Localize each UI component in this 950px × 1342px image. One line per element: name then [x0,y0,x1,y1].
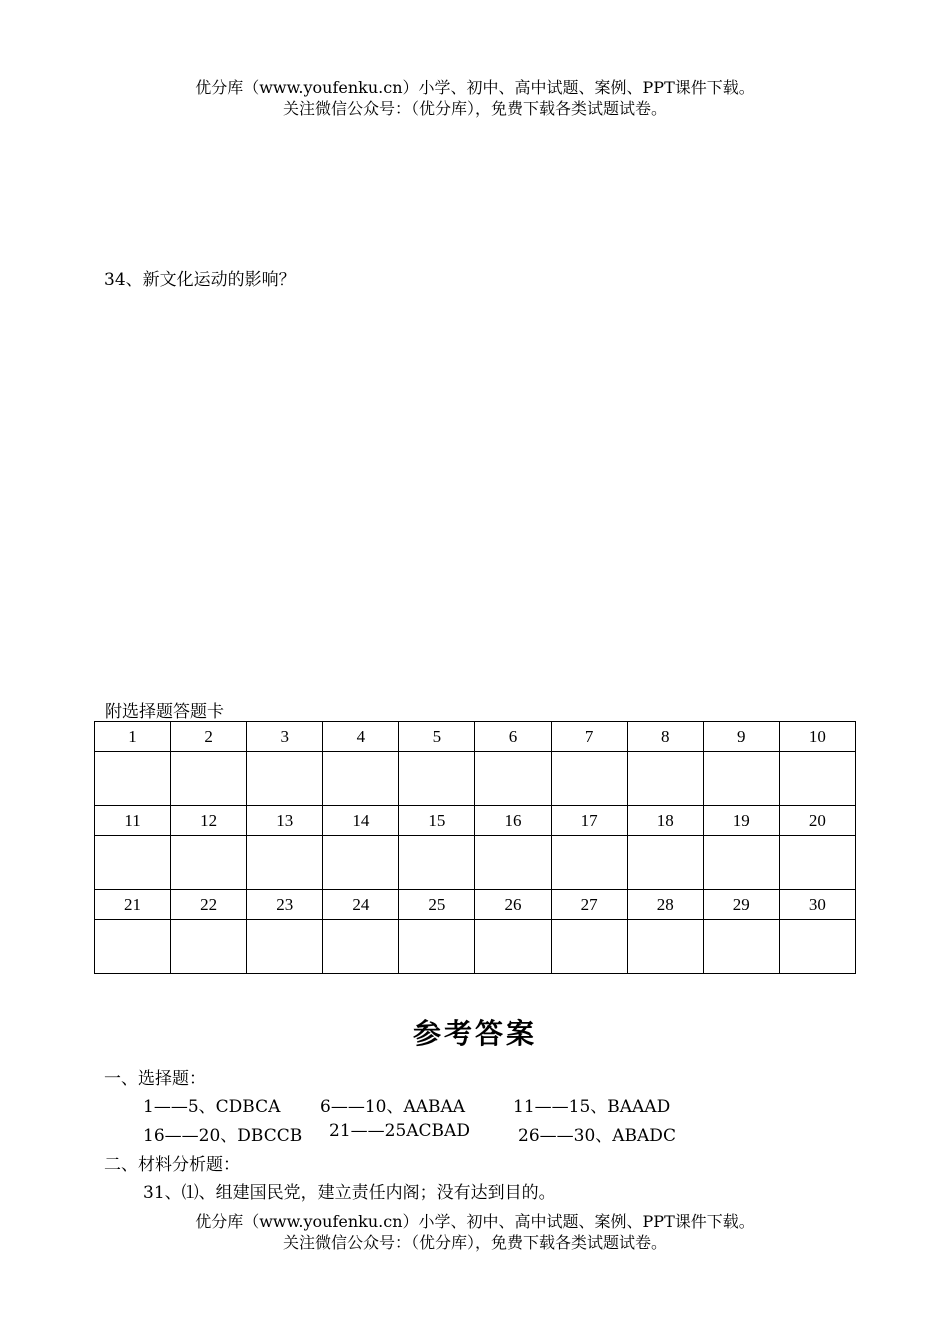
section-choice-heading: 一、选择题： [104,1069,206,1089]
answer-cell[interactable] [323,836,399,890]
answer-card-number: 11 [95,806,171,836]
answer-cell[interactable] [627,836,703,890]
answer-card-blank-row [95,752,856,806]
answer-card-number: 24 [323,890,399,920]
answer-card-number: 30 [779,890,855,920]
answer-card-number: 1 [95,722,171,752]
answer-cell[interactable] [247,920,323,974]
answer-cell[interactable] [551,752,627,806]
answer-cell[interactable] [703,920,779,974]
choice-answer: 21——25ACBAD [329,1121,470,1141]
answer-cell[interactable] [399,836,475,890]
answer-cell[interactable] [171,752,247,806]
answer-card-number: 20 [779,806,855,836]
question-34: 34、新文化运动的影响？ [104,270,296,290]
answer-cell[interactable] [475,836,551,890]
answer-cell[interactable] [399,752,475,806]
answer-card-number: 16 [475,806,551,836]
answer-card-blank-row [95,836,856,890]
answer-card-number: 7 [551,722,627,752]
page-footer [0,1211,950,1253]
answer-cell[interactable] [247,752,323,806]
footer-line-2: 关注微信公众号：（优分库），免费下载各类试题试卷。 [282,1233,667,1252]
answer-cell[interactable] [703,836,779,890]
answer-cell[interactable] [475,920,551,974]
answer-cell[interactable] [475,752,551,806]
answer-cell[interactable] [95,920,171,974]
answer-card-number: 23 [247,890,323,920]
answer-cell[interactable] [551,920,627,974]
answer-card-number: 15 [399,806,475,836]
answer-cell[interactable] [627,752,703,806]
choice-answer: 26——30、ABADC [518,1126,676,1146]
page-header [0,77,950,119]
answer-cell[interactable] [779,836,855,890]
answer-card-title: 附选择题答题卡 [105,702,224,722]
answer-card-number: 18 [627,806,703,836]
answer-cell[interactable] [95,752,171,806]
answer-cell[interactable] [779,752,855,806]
answer-cell[interactable] [627,920,703,974]
answer-cell[interactable] [95,836,171,890]
answer-card-number: 13 [247,806,323,836]
answer-cell[interactable] [779,920,855,974]
answer-card-number: 5 [399,722,475,752]
answer-card-number: 12 [171,806,247,836]
section-material-heading: 二、材料分析题： [104,1155,240,1175]
footer-line-1: 优分库（www.youfenku.cn）小学、初中、高中试题、案例、PPT课件下载。 [195,1212,755,1231]
answer-cell[interactable] [551,836,627,890]
answer-card-number: 25 [399,890,475,920]
answer-card-number: 21 [95,890,171,920]
answer-card-number: 28 [627,890,703,920]
answer-card-number-row [95,890,856,920]
answer-card-number-row [95,806,856,836]
choice-answer: 6——10、AABAA [320,1097,466,1117]
answer-31: 31、⑴、组建国民党，建立责任内阁；没有达到目的。 [143,1183,556,1203]
answer-card-number: 29 [703,890,779,920]
answer-card-number: 27 [551,890,627,920]
header-line-1: 优分库（www.youfenku.cn）小学、初中、高中试题、案例、PPT课件下载。 [195,78,755,97]
answers-title: 参考答案 [412,1017,537,1050]
answer-cell[interactable] [323,920,399,974]
answer-card-number: 6 [475,722,551,752]
answer-cell[interactable] [323,752,399,806]
answer-card-number: 22 [171,890,247,920]
answer-card-number: 3 [247,722,323,752]
answer-card-number: 17 [551,806,627,836]
answer-cell[interactable] [703,752,779,806]
answer-card-number: 19 [703,806,779,836]
answer-cell[interactable] [247,836,323,890]
answer-card-number: 14 [323,806,399,836]
header-line-2: 关注微信公众号：（优分库），免费下载各类试题试卷。 [282,99,667,118]
answer-card-number: 4 [323,722,399,752]
answer-card-table [94,721,856,974]
answer-card-number: 10 [779,722,855,752]
answer-card-number: 9 [703,722,779,752]
answer-card-number: 8 [627,722,703,752]
choice-answer: 11——15、BAAAD [513,1097,671,1117]
answer-cell[interactable] [171,920,247,974]
choice-answer: 1——5、CDBCA [143,1097,281,1117]
choice-answer: 16——20、DBCCB [143,1126,303,1146]
answer-card-number-row [95,722,856,752]
answer-cell[interactable] [399,920,475,974]
answer-cell[interactable] [171,836,247,890]
answer-card-blank-row [95,920,856,974]
answer-card-number: 26 [475,890,551,920]
answer-card-number: 2 [171,722,247,752]
